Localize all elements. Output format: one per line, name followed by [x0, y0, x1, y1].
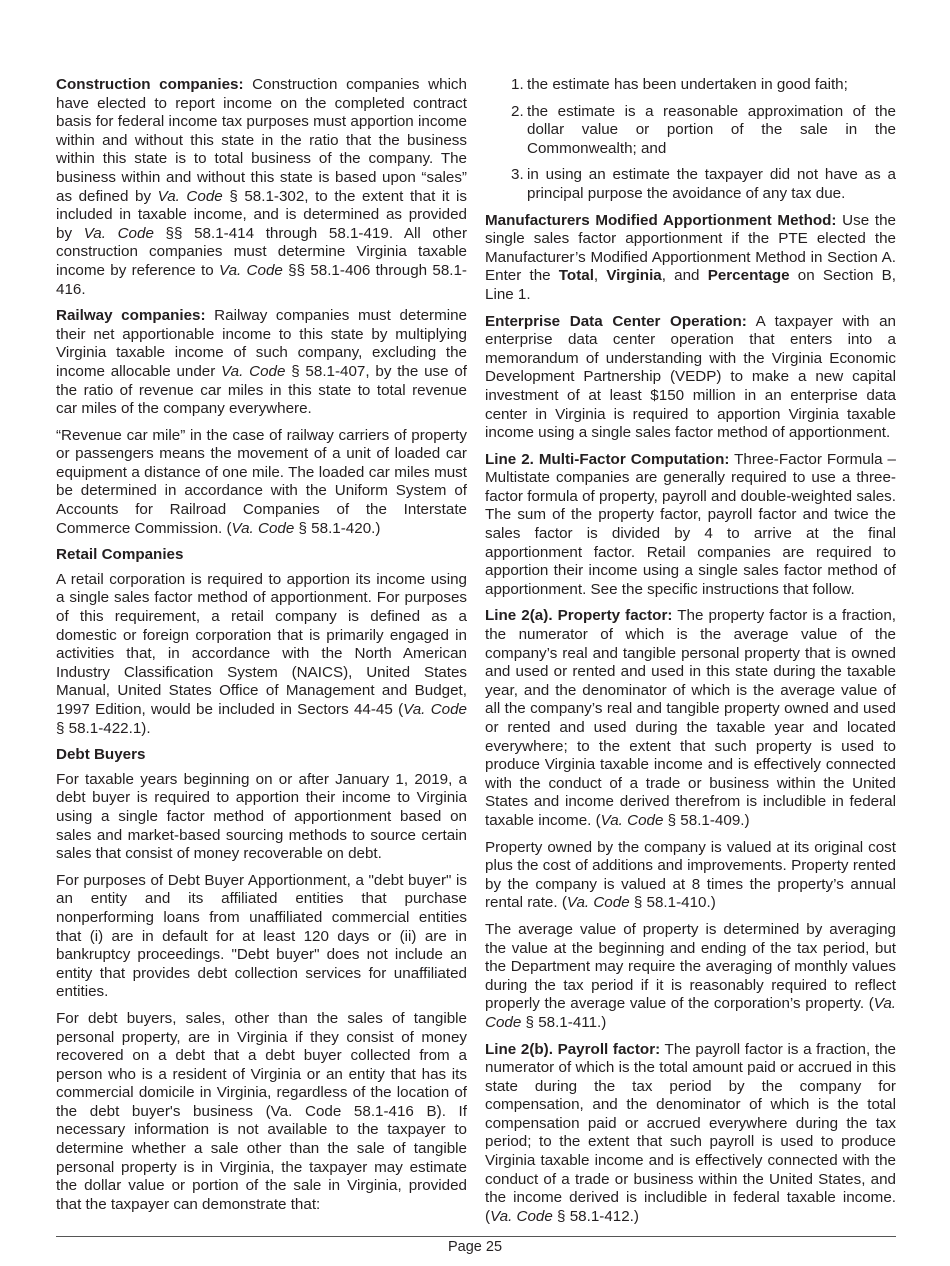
list-number: 1. [511, 76, 524, 93]
bold-text: Total [558, 267, 594, 285]
paragraph [485, 607, 896, 830]
text-run: on Section B, Line 1. [485, 267, 897, 303]
page-number: Page 25 [447, 1239, 503, 1255]
right-column [485, 76, 896, 1234]
text-run: § 58.1-409.) [663, 811, 750, 829]
italic-text: Va. Code [221, 362, 286, 380]
bold-text: Virginia [606, 267, 662, 285]
bold-text: Line 2(b). Payroll factor: [485, 1040, 661, 1058]
list-item [485, 76, 896, 95]
paragraph [56, 872, 467, 1002]
text-run: A taxpayer with an enterprise data center operation that enters into a memorandum of understanding with the Virginia Economic Development Partnership (VEDP) to make a new capital investment of at least $150 million in an enterprise data center in Virginia is required to apportion Virginia taxable income using a single sales factor method of apportionment. [485, 312, 896, 442]
text-run: The average value of property is determined by averaging the value at the beginning and ending of the tax period, but the Department may require the averaging of monthly values during the tax period if it is reasonably required to reflect properly the average value of the corporation’s property. ( [485, 920, 896, 1013]
text-run: § 58.1-410.) [629, 894, 716, 912]
italic-text: Va. Code [157, 187, 223, 205]
text-run: Use the single sales factor apportionment if the PTE elected the Manufacturer’s Modified Apportionment Method in Section A. Enter the [485, 211, 897, 285]
left-column [56, 76, 467, 1222]
text-run: §§ 58.1-414 through 58.1-419. All other construction companies must determine Virginia taxable income by reference to [56, 224, 468, 279]
section-heading [56, 546, 467, 565]
paragraph [485, 212, 896, 305]
text-run: For taxable years beginning on or after January 1, 2019, a debt buyer is required to apportion their income to Virginia using a single factor method of apportionment based on sales and market-based sourcing methods to source certain sales that consist of money recoverable on debt. [56, 770, 467, 863]
text-run: §§ 58.1-406 through 58.1-416. [56, 261, 467, 298]
text-run: Construction companies which have elected to report income on the completed contract basis for federal income tax purposes must apportion income within and without this state in the ratio that the business within this state is to total business of the company. The business within and without this state is based upon “sales” as defined by [56, 76, 467, 205]
bold-text: Enterprise Data Center Operation: [485, 312, 747, 330]
numbered-list [485, 76, 896, 204]
list-item [485, 166, 896, 203]
text-run: § 58.1-407, by the use of the ratio of revenue car miles in this state to total revenue car miles of the company everywhere. [56, 362, 468, 418]
italic-text: Va. Code [600, 811, 664, 829]
text-run: § 58.1-412.) [552, 1207, 639, 1225]
paragraph [485, 451, 896, 600]
text-run: “Revenue car mile” in the case of railway carriers of property or passengers means the movement of a unit of loaded car equipment a distance of one mile. The loaded car miles must be determined in accordance with the Uniform System of Accounts for Railroad Companies of the Interstate Commerce Commission. ( [56, 426, 467, 537]
paragraph [485, 1041, 896, 1227]
section-heading [56, 746, 467, 765]
text-run: Three-Factor Formula – Multistate companies are generally required to use a three-factor formula of property, payroll and double-weighted sales. The sum of the property factor, payroll factor and twice the sales factor is divided by 4 to arrive at the final apportionment factor. Retail companies are required to apportion their income using a single sales factor method of apportionment. See the specific instructions that follow. [485, 450, 896, 598]
text-run: § 58.1-420.) [294, 519, 381, 537]
italic-text: Va. Code [403, 701, 468, 718]
text-run: the estimate has been undertaken in good faith; [527, 76, 848, 93]
text-run: Railway companies must determine their net apportionable income to this state by multiplying Virginia taxable income of such company, excluding the income allocable under [56, 307, 467, 380]
text-run: Retail Companies [56, 546, 184, 564]
text-run: Property owned by the company is valued at its original cost plus the cost of additions and improvements. Property rented by the company is valued at 8 times the property’s annual rental rate. ( [485, 838, 896, 912]
text-run: The payroll factor is a fraction, the numerator of which is the total amount paid or accrued in this state during the tax period by the company for compensation, and the denominator of which is the total compensation paid or accrued everywhere during the tax period; to the extent that such payroll is used to produce Virginia taxable income and is effectively connected with the conduct of a trade or business within the United States, and the income derived is includible in federal taxable income. ( [485, 1040, 896, 1225]
text-run: For purposes of Debt Buyer Apportionment, a "debt buyer" is an entity and its affiliated entities that purchase nonperforming loans from unaffiliated commercial entities that (i) are in default for at least 120 days or (ii) are in bankruptcy proceedings. "Debt buyer" does not include an entity that provides debt collection services for unaffiliated entities. [56, 871, 467, 1001]
bold-text: Manufacturers Modified Apportionment Method: [485, 211, 837, 229]
paragraph [485, 921, 896, 1033]
italic-text: Va. Code [231, 519, 295, 537]
text-run: For debt buyers, sales, other than the sales of tangible personal property, are in Virginia if they consist of money recovered on a debt that a debt buyer collected from a person who is a resident of Virginia or an entity that has its commercial domicile in Virginia, regardless of the location of the debt buyer's business (Va. Code 58.1-416 B). If necessary information is not available to the taxpayer to determine whether a sale other than the sale of tangible personal property is in Virginia, the taxpayer may estimate the dollar value or portion of the sale in Virginia, provided that the taxpayer can demonstrate that: [56, 1009, 467, 1213]
text-run: § 58.1-302, to the extent that it is included in taxable income, and is determined as provided by [56, 187, 467, 242]
bold-text: Line 2. Multi-Factor Computation: [485, 450, 730, 468]
italic-text: Va. Code [485, 995, 896, 1031]
paragraph [485, 313, 896, 443]
text-run: § 58.1-411.) [521, 1013, 607, 1031]
paragraph [56, 76, 467, 299]
bold-text: Railway companies: [56, 307, 206, 325]
list-number: 3. [511, 166, 524, 184]
text-run: the estimate is a reasonable approximation of the dollar value or portion of the sale in the Commonwealth; and [527, 102, 896, 157]
text-run: Debt Buyers [56, 746, 146, 764]
text-run: A retail corporation is required to apportion its income using a single sales factor method of apportionment. For purposes of this requirement, a retail company is defined as a domestic or foreign corporation that is primarily engaged in activities that, in accordance with the North American Industry Classification System (NAICS), United States Manual, United States Office of Management and Budget, 1997 Edition, would be included in Sectors 44-45 ( [56, 570, 467, 718]
text-run: , [593, 267, 607, 285]
italic-text: Va. Code [490, 1207, 553, 1225]
paragraph [56, 307, 467, 419]
italic-text: Va. Code [219, 261, 283, 279]
bold-text: Line 2(a). Property factor: [485, 607, 673, 625]
bold-text: Construction companies: [56, 76, 244, 93]
bold-text: Percentage [707, 267, 790, 285]
paragraph [485, 839, 896, 913]
text-run: The property factor is a fraction, the numerator of which is the average value of the company’s real and tangible personal property that is owned and used or rented and used in this state during the taxable year, and the denominator of which is the average value of all the company’s real and tangible property owned and used or rented and used during the taxable year and located everywhere; to the extent that such property is used to produce Virginia taxable income and is effectively connected with the conduct of a trade or business within the United States and income derived therefrom is includible in federal taxable income. ( [485, 607, 896, 829]
paragraph [56, 771, 467, 864]
footer-divider [56, 1236, 896, 1237]
text-run: § 58.1-422.1). [56, 719, 151, 737]
paragraph [56, 1010, 467, 1215]
italic-text: Va. Code [83, 224, 154, 242]
text-run: in using an estimate the taxpayer did not have as a principal purpose the avoidance of any tax due. [527, 166, 896, 202]
text-run: , and [661, 267, 708, 285]
list-number: 2. [511, 102, 524, 120]
italic-text: Va. Code [566, 894, 630, 912]
paragraph [56, 571, 467, 738]
paragraph [56, 427, 467, 539]
list-item [485, 103, 896, 159]
